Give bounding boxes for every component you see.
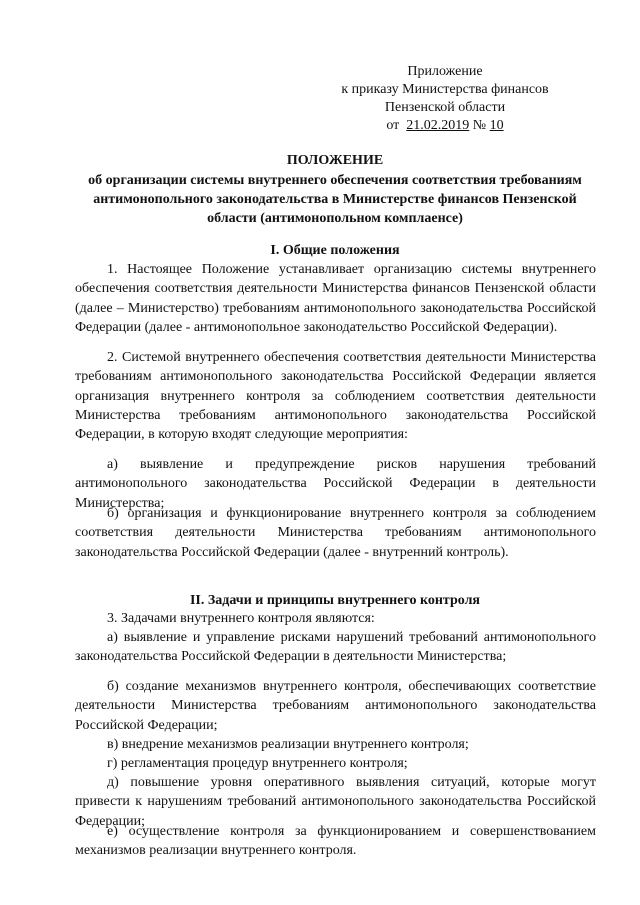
appendix-block [300,63,590,135]
order-number: 10 [489,118,504,133]
paragraph-3d: г) регламентация процедур внутреннего контроля; [107,756,408,771]
paragraph-3b: б) создание механизмов внутреннего контроля, обеспечивающих соответствие деятельности Министерства требованиям антимонопольного законодательства Российской Федерации; [75,679,596,733]
paragraph-3c: в) внедрение механизмов реализации внутреннего контроля; [107,737,469,752]
section-heading-general-provisions: I. Общие положения [270,243,400,258]
paragraph-3f: е) осуществление контроля за функционированием и совершенствованием механизмов реализации внутреннего контроля. [75,824,596,859]
paragraph-2a: а) выявление и предупреждение рисков нарушения требований антимонопольного законодательства Российской Федерации в деятельности Министерства; [75,457,596,511]
document-title: ПОЛОЖЕНИЕ [286,153,384,168]
paragraph-3: 3. Задачами внутреннего контроля являются: [107,611,375,626]
appendix-region: Пензенской области [384,100,506,115]
paragraph-1: 1. Настоящее Положение устанавливает организацию системы внутреннего обеспечения соответствия деятельности Министерства финансов Пензенской области (далее – Министерство) требованиям антимонопольного законодательства Российской Федерации (далее - антимонопольное законодательство Российской Федерации). [75,262,596,335]
order-number-sign: № [472,118,487,133]
paragraph-3e: д) повышение уровня оперативного выявления ситуаций, которые могут привести к нарушениям требований антимонопольного законодательства Российской Федерации; [75,775,596,829]
paragraph-3a: а) выявление и управление рисками нарушений требований антимонопольного законодательства Российской Федерации в деятельности Министерства; [75,630,596,665]
order-date-prefix: от [386,118,400,133]
paragraph-2: 2. Системой внутреннего обеспечения соответствия деятельности Министерства требованиям антимонопольного законодательства Российской Федерации является организация внутреннего контроля за соблюдением соответствия деятельности Министерства требованиям антимонопольного законодательства Российской Федерации, в которую входят следующие мероприятия: [75,350,596,443]
appendix-order-reference: к приказу Министерства финансов [341,82,549,97]
document-subtitle: об организации системы внутреннего обеспечения соответствия требованиям антимонопольного законодательства в Министерстве финансов Пензенской области (антимонопольном комплаенсе) [88,173,582,226]
section-heading-tasks-principles: II. Задачи и принципы внутреннего контроля [189,593,480,608]
order-date: 21.02.2019 [406,118,470,133]
appendix-label: Приложение [407,64,483,79]
appendix-order-line [300,117,590,135]
paragraph-2b: б) организация и функционирование внутреннего контроля за соблюдением соответствия деятельности Министерства требованиям антимонопольного законодательства Российской Федерации (далее - внутренний контроль). [75,506,596,560]
